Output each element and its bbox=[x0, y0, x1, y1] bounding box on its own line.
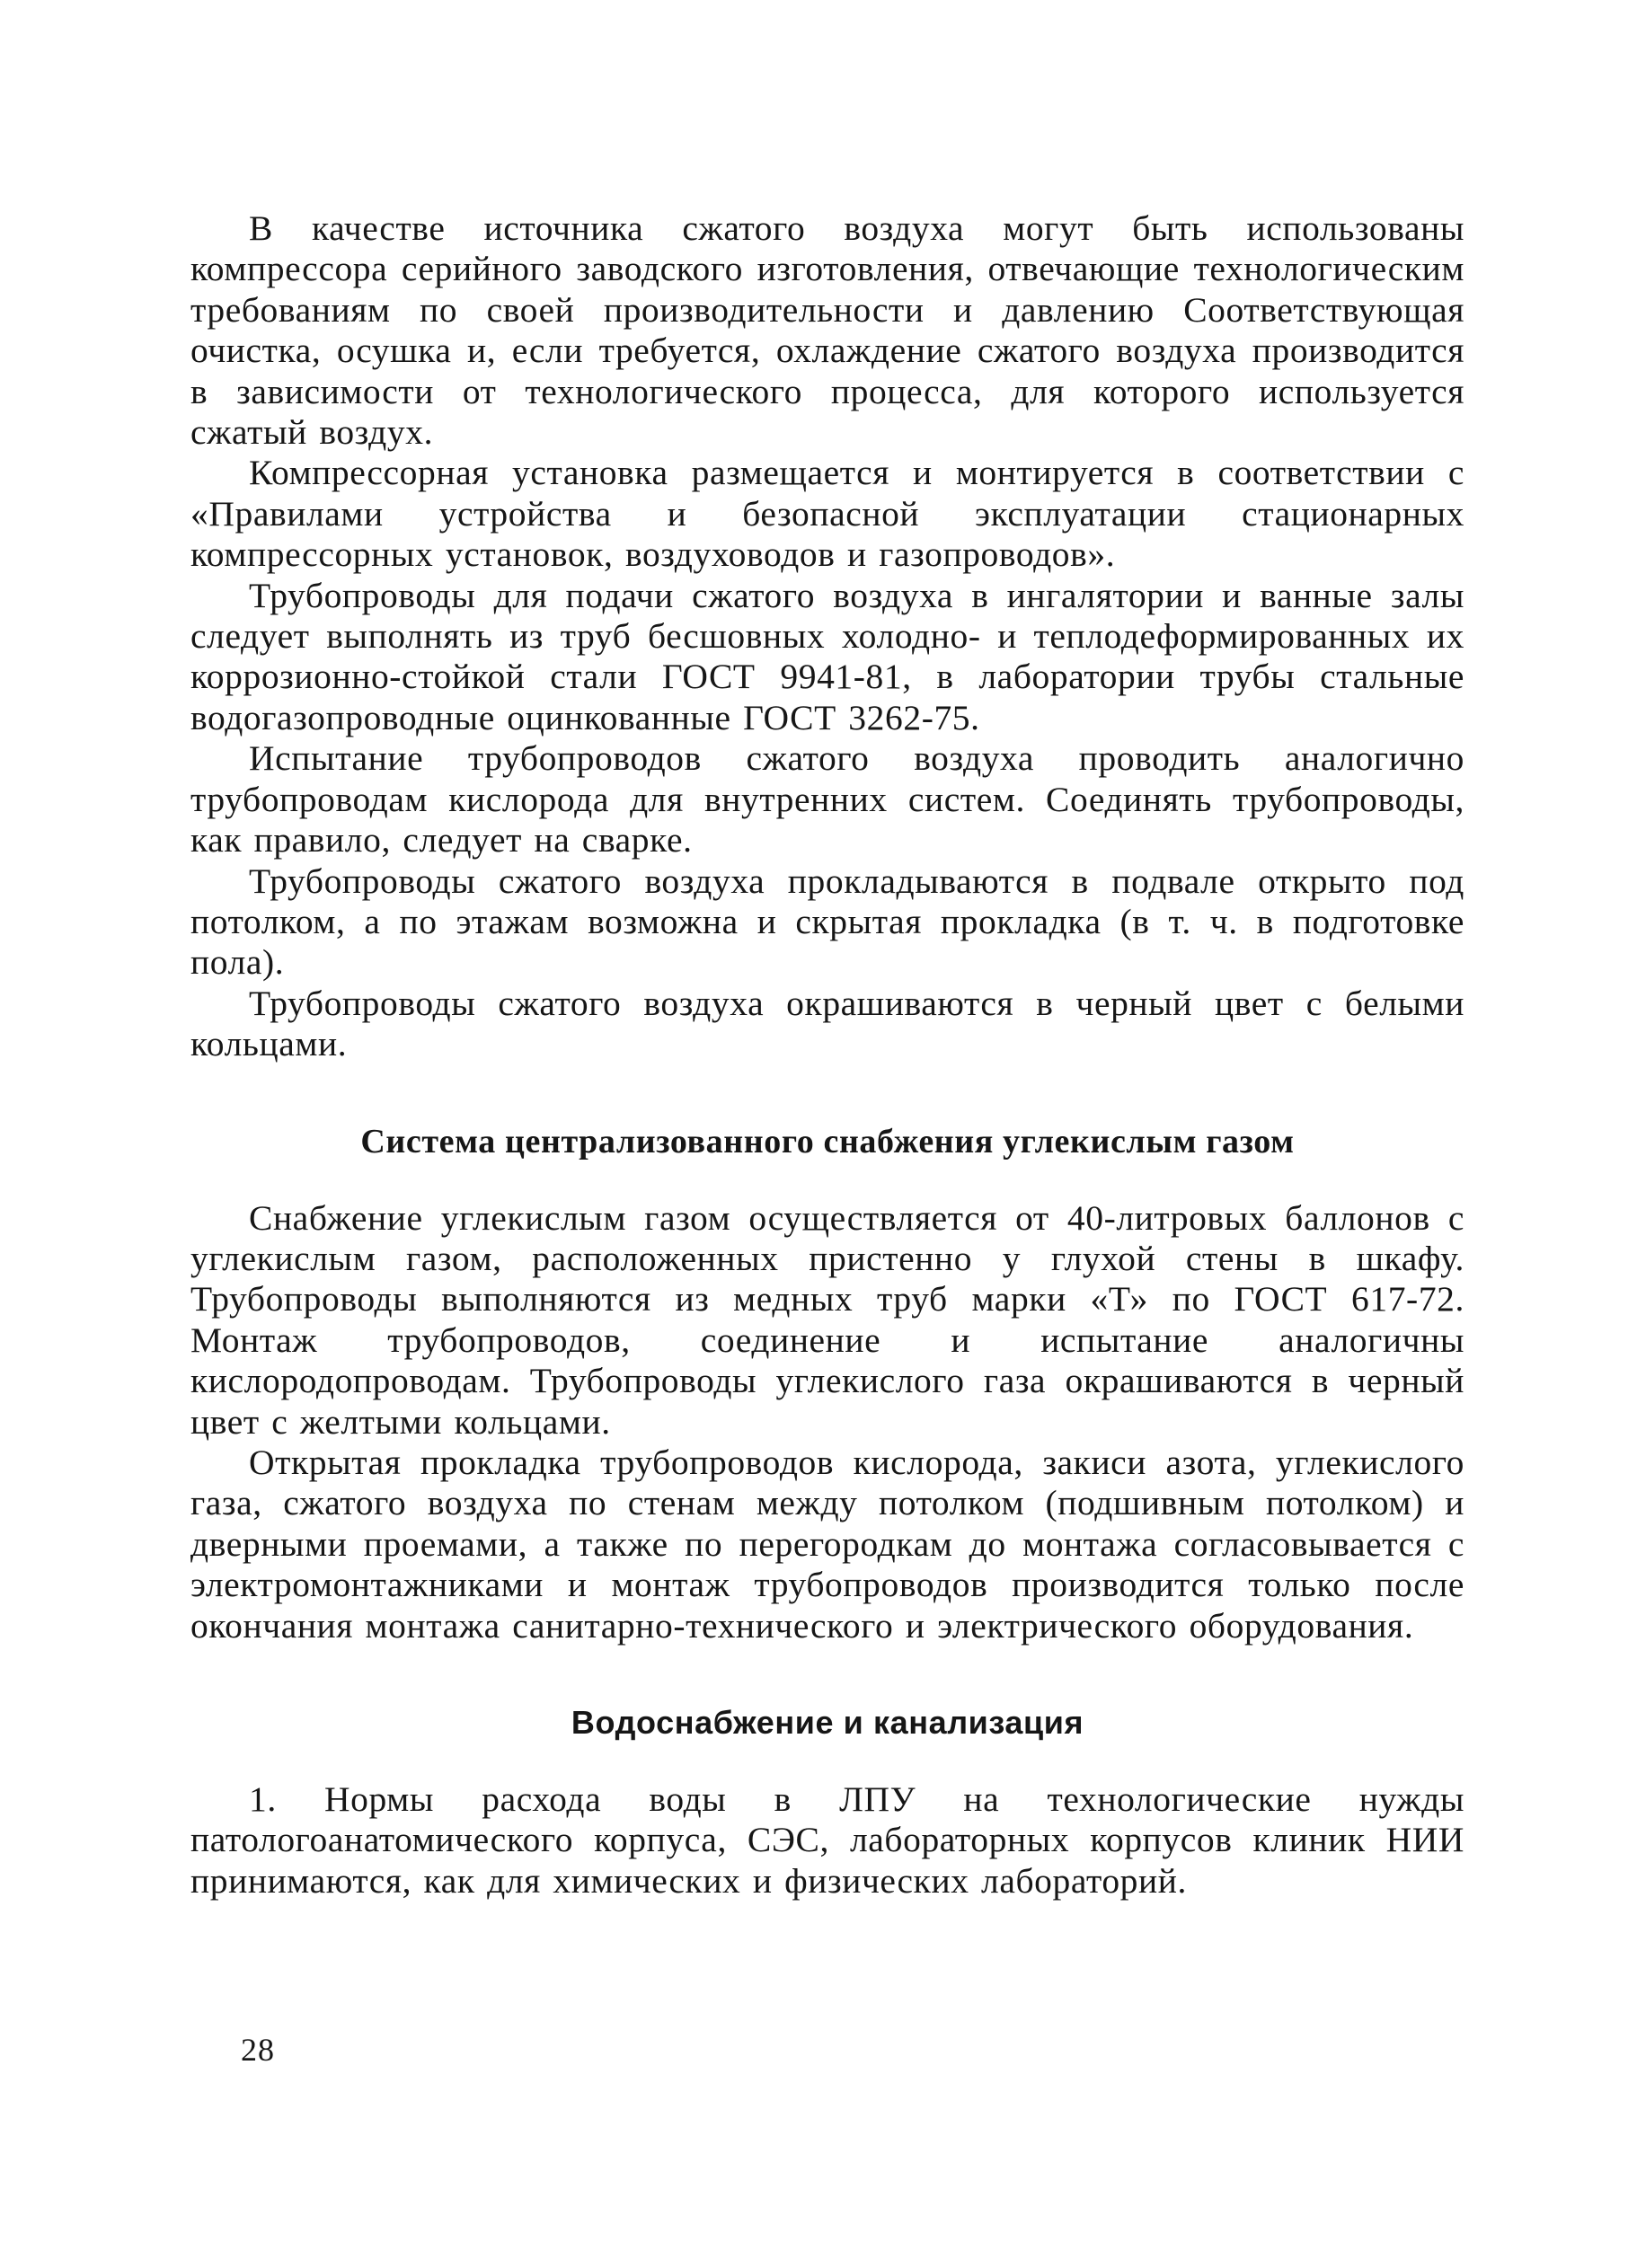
section-heading-co2: Система централизованного снабжения углекислым газом bbox=[360, 1122, 1295, 1160]
section-heading-water: Водоснабжение и канализация bbox=[571, 1704, 1084, 1741]
paragraph-pipeline-materials: Трубопроводы для подачи сжатого воздуха в ингалятории и ванные залы следует выполнять из труб бесшовных холодно- и теплодеформированных их коррозионно-стойкой стали ГОСТ 9941-81, в лаборатории трубы стальные водогазопроводные оцинкованные ГОСТ 3262-75. bbox=[190, 575, 1464, 737]
page-number: 28 bbox=[241, 2032, 275, 2068]
paragraph-pipeline-coloring: Трубопроводы сжатого воздуха окрашиваются в черный цвет с белыми кольцами. bbox=[190, 983, 1464, 1064]
paragraph-pipeline-testing: Испытание трубопроводов сжатого воздуха проводить аналогично трубопроводам кислорода для внутренних систем. Соединять трубопроводы, как правило, следует на сварке. bbox=[190, 738, 1464, 860]
paragraph-compressed-air-source: В качестве источника сжатого воздуха могут быть использованы компрессора серийного заводского изготовления, отвечающие технологическим требованиям по своей производительности и давлению Соответствующая очистка, осушка и, если требуется, охлаждение сжатого воздуха производится в зависимости от технологического процесса, для которого используется сжатый воздух. bbox=[190, 208, 1464, 453]
text-column bbox=[190, 208, 1464, 1902]
paragraph-open-routing: Открытая прокладка трубопроводов кислорода, закиси азота, углекислого газа, сжатого воздуха по стенам между потолком (подшивным потолком) и дверными проемами, а также по перегородкам до монтажа согласовывается с электромонтажниками и монтаж трубопроводов производится только после окончания монтажа санитарно-технического и электрического оборудования. bbox=[190, 1442, 1464, 1646]
paragraph-water-norms: 1. Нормы расхода воды в ЛПУ на технологические нужды патологоанатомического корпуса, СЭС, лабораторных корпусов клиник НИИ принимаются, как для химических и физических лабораторий. bbox=[190, 1779, 1464, 1901]
paragraph-co2-supply: Снабжение углекислым газом осуществляется от 40-литровых баллонов с углекислым газом, расположенных пристенно у глухой стены в шкафу. Трубопроводы выполняются из медных труб марки «Т» по ГОСТ 617-72. Монтаж трубопроводов, соединение и испытание аналогичны кислородопроводам. Трубопроводы углекислого газа окрашиваются в черный цвет с желтыми кольцами. bbox=[190, 1197, 1464, 1442]
paragraph-pipeline-routing: Трубопроводы сжатого воздуха прокладываются в подвале открыто под потолком, а по этажам возможна и скрытая прокладка (в т. ч. в подготовке пола). bbox=[190, 860, 1464, 983]
paragraph-compressor-installation: Компрессорная установка размещается и монтируется в соответствии с «Правилами устройства и безопасной эксплуатации стационарных компрессорных установок, воздуховодов и газопроводов». bbox=[190, 453, 1464, 575]
